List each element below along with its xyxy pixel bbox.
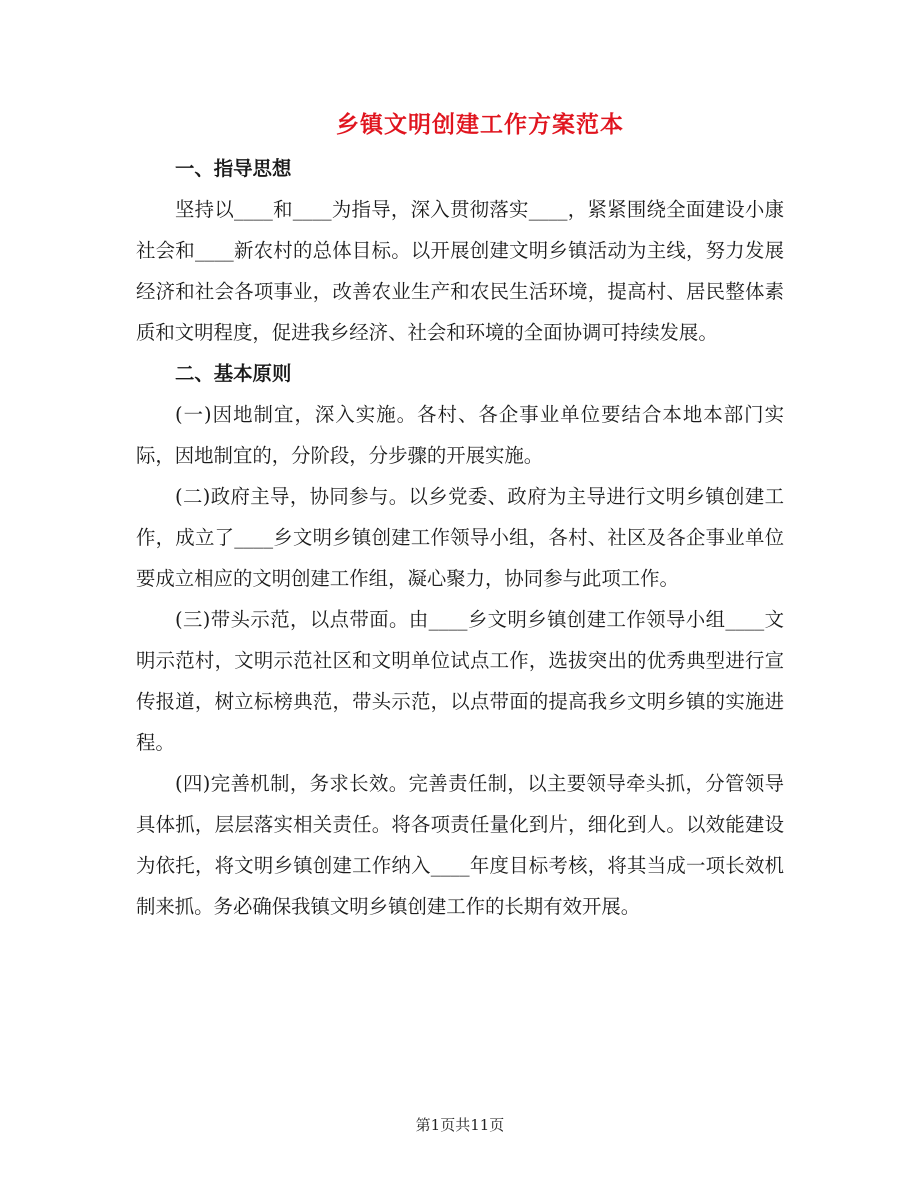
section-heading-guiding-ideology: 一、指导思想	[175, 157, 292, 180]
paragraph-principle-4: (四)完善机制，务求长效。完善责任制，以主要领导牵头抓，分管领导具体抓，层层落实相关责任。将各项责任量化到片，细化到人。以效能建设为依托，将文明乡镇创建工作纳入____年度目标考核，将其当成一项长效机制来抓。务必确保我镇文明乡镇创建工作的长期有效开展。	[136, 772, 784, 918]
section-heading-basic-principles: 二、基本原则	[175, 362, 292, 385]
document-title: 乡镇文明创建工作方案范本	[336, 111, 624, 138]
page-number-footer: 第1页共11页	[415, 1116, 505, 1134]
paragraph-principle-1: (一)因地制宜，深入实施。各村、各企事业单位要结合本地本部门实际，因地制宜的，分阶段，分步骤的开展实施。	[136, 403, 784, 467]
document-body	[136, 148, 784, 927]
paragraph-principle-2: (二)政府主导，协同参与。以乡党委、政府为主导进行文明乡镇创建工作，成立了____乡文明乡镇创建工作领导小组，各村、社区及各企事业单位要成立相应的文明创建工作组，凝心聚力，协同参与此项工作。	[136, 485, 784, 590]
paragraph-principle-3: (三)带头示范，以点带面。由____乡文明乡镇创建工作领导小组____文明示范村，文明示范社区和文明单位试点工作，选拔突出的优秀典型进行宣传报道，树立标榜典范，带头示范，以点带面的提高我乡文明乡镇的实施进程。	[136, 608, 784, 754]
paragraph-guiding-ideology: 坚持以____和____为指导，深入贯彻落实____，紧紧围绕全面建设小康社会和____新农村的总体目标。以开展创建文明乡镇活动为主线，努力发展经济和社会各项事业，改善农业生产和农民生活环境，提高村、居民整体素质和文明程度，促进我乡经济、社会和环境的全面协调可持续发展。	[136, 198, 784, 344]
